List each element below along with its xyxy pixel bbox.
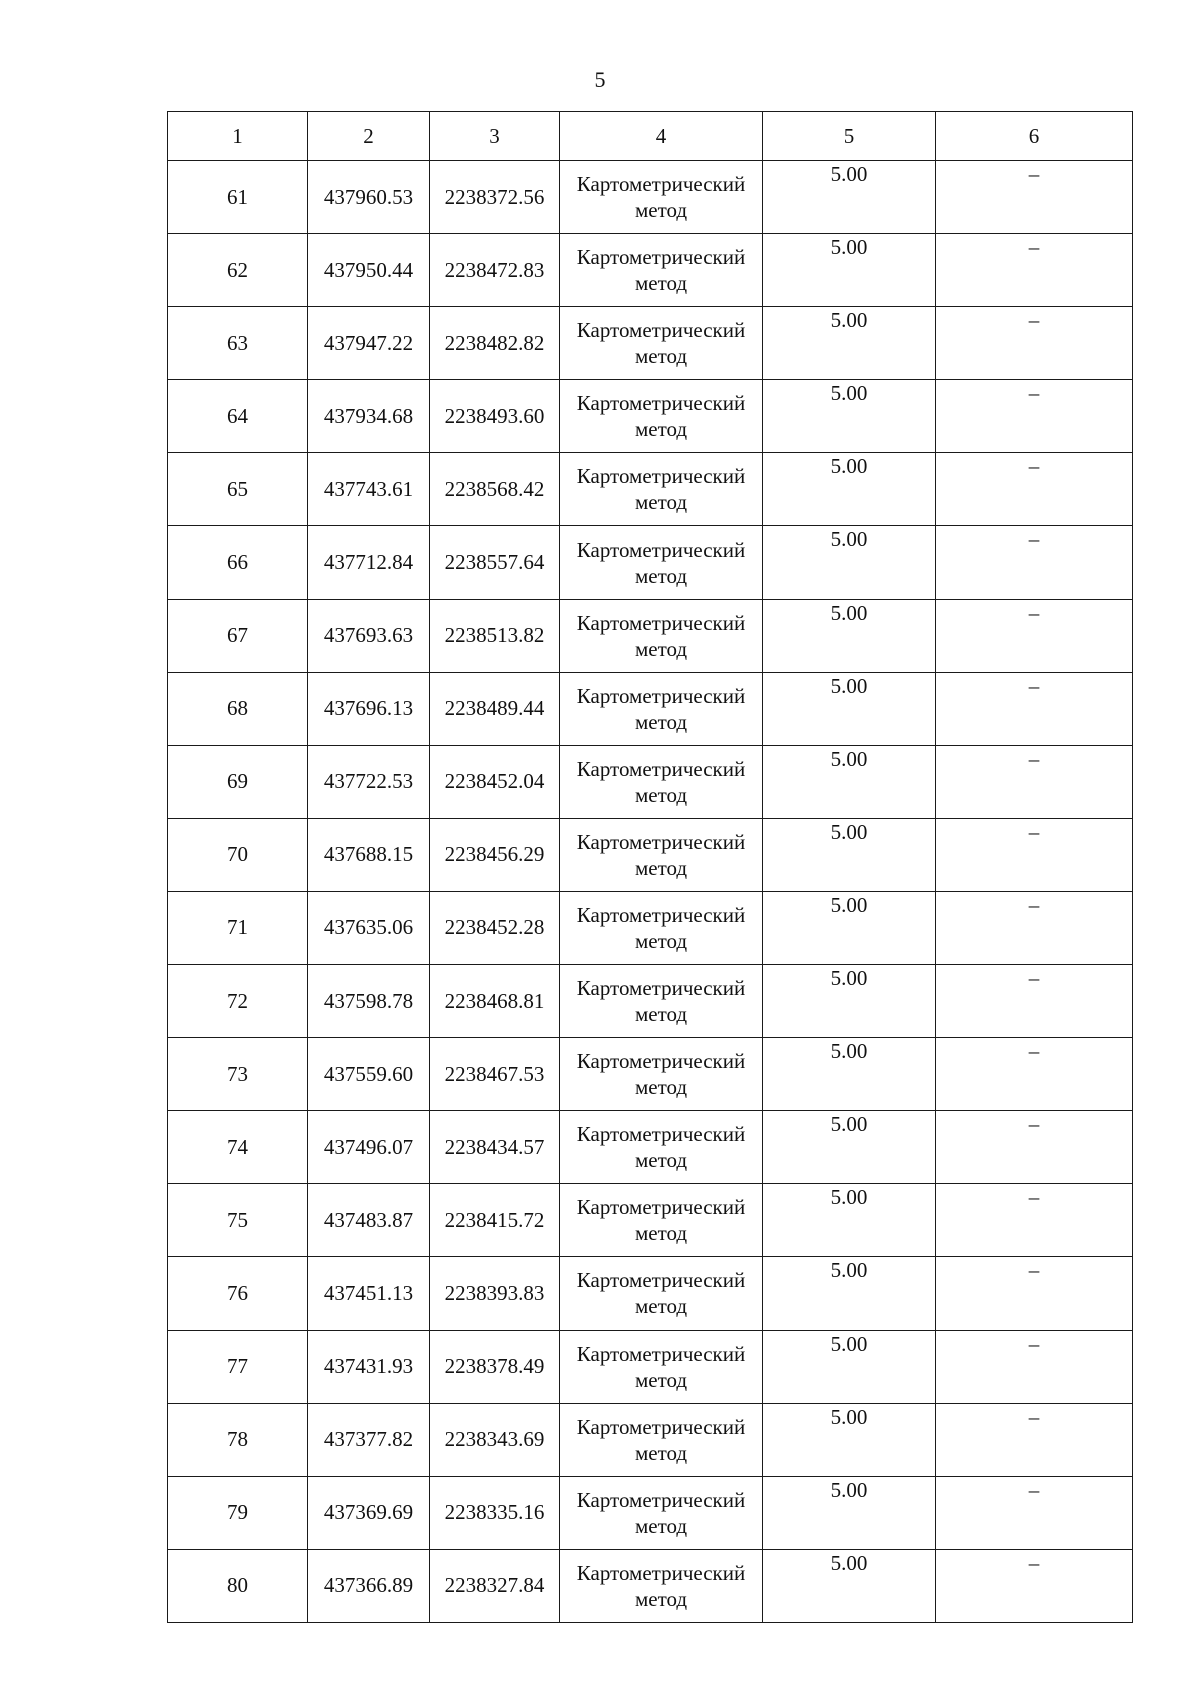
note-cell: – xyxy=(936,745,1133,818)
accuracy-cell: 5.00 xyxy=(763,599,936,672)
table-row xyxy=(168,1111,1133,1184)
point-number-cell: 73 xyxy=(168,1038,308,1111)
point-number-cell: 74 xyxy=(168,1111,308,1184)
method-cell xyxy=(560,745,763,818)
table-row xyxy=(168,818,1133,891)
y-coordinate-cell: 2238482.82 xyxy=(430,307,560,380)
method-line-2: метод xyxy=(634,198,688,223)
y-coordinate-cell: 2238456.29 xyxy=(430,818,560,891)
point-number-cell: 71 xyxy=(168,891,308,964)
x-coordinate-cell: 437451.13 xyxy=(308,1257,430,1330)
table-header-row xyxy=(168,112,1133,161)
table-row xyxy=(168,1038,1133,1111)
method-cell xyxy=(560,1257,763,1330)
method-line-2: метод xyxy=(634,928,688,953)
y-coordinate-cell: 2238493.60 xyxy=(430,380,560,453)
accuracy-cell: 5.00 xyxy=(763,1549,936,1622)
column-header-3: 3 xyxy=(430,112,560,161)
note-cell: – xyxy=(936,1403,1133,1476)
column-header-4: 4 xyxy=(560,112,763,161)
point-number-cell: 75 xyxy=(168,1184,308,1257)
note-cell: – xyxy=(936,1476,1133,1549)
x-coordinate-cell: 437635.06 xyxy=(308,891,430,964)
y-coordinate-cell: 2238513.82 xyxy=(430,599,560,672)
accuracy-cell: 5.00 xyxy=(763,1476,936,1549)
x-coordinate-cell: 437496.07 xyxy=(308,1111,430,1184)
note-cell: – xyxy=(936,234,1133,307)
method-cell xyxy=(560,1330,763,1403)
y-coordinate-cell: 2238415.72 xyxy=(430,1184,560,1257)
method-cell xyxy=(560,965,763,1038)
point-number-cell: 69 xyxy=(168,745,308,818)
y-coordinate-cell: 2238378.49 xyxy=(430,1330,560,1403)
method-cell xyxy=(560,1403,763,1476)
method-line-1: Картометрический xyxy=(576,1414,746,1439)
accuracy-cell: 5.00 xyxy=(763,1330,936,1403)
accuracy-cell: 5.00 xyxy=(763,380,936,453)
point-number-cell: 65 xyxy=(168,453,308,526)
method-cell xyxy=(560,453,763,526)
method-line-1: Картометрический xyxy=(576,1122,746,1147)
accuracy-cell: 5.00 xyxy=(763,453,936,526)
table-row xyxy=(168,965,1133,1038)
y-coordinate-cell: 2238434.57 xyxy=(430,1111,560,1184)
accuracy-cell: 5.00 xyxy=(763,526,936,599)
method-line-1: Картометрический xyxy=(576,683,746,708)
method-line-1: Картометрический xyxy=(576,610,746,635)
method-line-1: Картометрический xyxy=(576,1195,746,1220)
x-coordinate-cell: 437722.53 xyxy=(308,745,430,818)
y-coordinate-cell: 2238327.84 xyxy=(430,1549,560,1622)
point-number-cell: 70 xyxy=(168,818,308,891)
point-number-cell: 79 xyxy=(168,1476,308,1549)
y-coordinate-cell: 2238557.64 xyxy=(430,526,560,599)
table-row xyxy=(168,891,1133,964)
point-number-cell: 64 xyxy=(168,380,308,453)
table-row xyxy=(168,1257,1133,1330)
column-header-2: 2 xyxy=(308,112,430,161)
method-cell xyxy=(560,1549,763,1622)
y-coordinate-cell: 2238372.56 xyxy=(430,161,560,234)
method-cell xyxy=(560,1038,763,1111)
method-cell xyxy=(560,599,763,672)
note-cell: – xyxy=(936,891,1133,964)
table-row xyxy=(168,1476,1133,1549)
x-coordinate-cell: 437950.44 xyxy=(308,234,430,307)
y-coordinate-cell: 2238467.53 xyxy=(430,1038,560,1111)
method-line-2: метод xyxy=(634,709,688,734)
method-line-2: метод xyxy=(634,344,688,369)
method-line-2: метод xyxy=(634,1148,688,1173)
column-header-5: 5 xyxy=(763,112,936,161)
x-coordinate-cell: 437366.89 xyxy=(308,1549,430,1622)
table-row xyxy=(168,1330,1133,1403)
note-cell: – xyxy=(936,672,1133,745)
note-cell: – xyxy=(936,380,1133,453)
method-line-2: метод xyxy=(634,563,688,588)
accuracy-cell: 5.00 xyxy=(763,1403,936,1476)
method-line-1: Картометрический xyxy=(576,464,746,489)
accuracy-cell: 5.00 xyxy=(763,818,936,891)
accuracy-cell: 5.00 xyxy=(763,891,936,964)
x-coordinate-cell: 437947.22 xyxy=(308,307,430,380)
y-coordinate-cell: 2238568.42 xyxy=(430,453,560,526)
method-line-1: Картометрический xyxy=(576,1341,746,1366)
table-row xyxy=(168,234,1133,307)
method-line-2: метод xyxy=(634,1294,688,1319)
method-cell xyxy=(560,526,763,599)
table-row xyxy=(168,1184,1133,1257)
accuracy-cell: 5.00 xyxy=(763,1111,936,1184)
accuracy-cell: 5.00 xyxy=(763,307,936,380)
method-line-2: метод xyxy=(634,1367,688,1392)
note-cell: – xyxy=(936,1111,1133,1184)
table-row xyxy=(168,672,1133,745)
accuracy-cell: 5.00 xyxy=(763,234,936,307)
note-cell: – xyxy=(936,307,1133,380)
method-line-2: метод xyxy=(634,1075,688,1100)
method-line-2: метод xyxy=(634,1513,688,1538)
table-row xyxy=(168,380,1133,453)
table-row xyxy=(168,745,1133,818)
point-number-cell: 80 xyxy=(168,1549,308,1622)
method-line-1: Картометрический xyxy=(576,976,746,1001)
note-cell: – xyxy=(936,1330,1133,1403)
method-cell xyxy=(560,1111,763,1184)
method-line-2: метод xyxy=(634,271,688,296)
method-cell xyxy=(560,1184,763,1257)
y-coordinate-cell: 2238452.28 xyxy=(430,891,560,964)
note-cell: – xyxy=(936,453,1133,526)
method-line-1: Картометрический xyxy=(576,1268,746,1293)
method-cell xyxy=(560,891,763,964)
method-line-1: Картометрический xyxy=(576,537,746,562)
point-number-cell: 68 xyxy=(168,672,308,745)
method-cell xyxy=(560,1476,763,1549)
x-coordinate-cell: 437431.93 xyxy=(308,1330,430,1403)
x-coordinate-cell: 437712.84 xyxy=(308,526,430,599)
note-cell: – xyxy=(936,965,1133,1038)
note-cell: – xyxy=(936,599,1133,672)
method-cell xyxy=(560,380,763,453)
column-header-6: 6 xyxy=(936,112,1133,161)
x-coordinate-cell: 437696.13 xyxy=(308,672,430,745)
table-row xyxy=(168,526,1133,599)
table-row xyxy=(168,307,1133,380)
method-line-2: метод xyxy=(634,490,688,515)
y-coordinate-cell: 2238343.69 xyxy=(430,1403,560,1476)
accuracy-cell: 5.00 xyxy=(763,1038,936,1111)
note-cell: – xyxy=(936,1184,1133,1257)
method-line-1: Картометрический xyxy=(576,756,746,781)
note-cell: – xyxy=(936,1038,1133,1111)
accuracy-cell: 5.00 xyxy=(763,1184,936,1257)
method-line-1: Картометрический xyxy=(576,172,746,197)
method-line-2: метод xyxy=(634,782,688,807)
point-number-cell: 66 xyxy=(168,526,308,599)
point-number-cell: 67 xyxy=(168,599,308,672)
table-row xyxy=(168,599,1133,672)
point-number-cell: 62 xyxy=(168,234,308,307)
method-cell xyxy=(560,672,763,745)
y-coordinate-cell: 2238452.04 xyxy=(430,745,560,818)
y-coordinate-cell: 2238489.44 xyxy=(430,672,560,745)
note-cell: – xyxy=(936,526,1133,599)
method-line-1: Картометрический xyxy=(576,318,746,343)
method-cell xyxy=(560,307,763,380)
point-number-cell: 78 xyxy=(168,1403,308,1476)
x-coordinate-cell: 437377.82 xyxy=(308,1403,430,1476)
y-coordinate-cell: 2238468.81 xyxy=(430,965,560,1038)
accuracy-cell: 5.00 xyxy=(763,672,936,745)
y-coordinate-cell: 2238472.83 xyxy=(430,234,560,307)
table-row xyxy=(168,1403,1133,1476)
point-number-cell: 77 xyxy=(168,1330,308,1403)
method-line-2: метод xyxy=(634,1002,688,1027)
x-coordinate-cell: 437598.78 xyxy=(308,965,430,1038)
accuracy-cell: 5.00 xyxy=(763,161,936,234)
x-coordinate-cell: 437483.87 xyxy=(308,1184,430,1257)
method-line-1: Картометрический xyxy=(576,1487,746,1512)
x-coordinate-cell: 437369.69 xyxy=(308,1476,430,1549)
note-cell: – xyxy=(936,1549,1133,1622)
method-line-2: метод xyxy=(634,417,688,442)
y-coordinate-cell: 2238393.83 xyxy=(430,1257,560,1330)
accuracy-cell: 5.00 xyxy=(763,745,936,818)
x-coordinate-cell: 437934.68 xyxy=(308,380,430,453)
method-line-1: Картометрический xyxy=(576,245,746,270)
method-cell xyxy=(560,234,763,307)
x-coordinate-cell: 437960.53 xyxy=(308,161,430,234)
accuracy-cell: 5.00 xyxy=(763,1257,936,1330)
method-line-2: метод xyxy=(634,1221,688,1246)
method-line-2: метод xyxy=(634,855,688,880)
method-line-1: Картометрический xyxy=(576,391,746,416)
x-coordinate-cell: 437743.61 xyxy=(308,453,430,526)
x-coordinate-cell: 437688.15 xyxy=(308,818,430,891)
method-line-1: Картометрический xyxy=(576,1560,746,1585)
note-cell: – xyxy=(936,818,1133,891)
note-cell: – xyxy=(936,1257,1133,1330)
method-line-1: Картометрический xyxy=(576,902,746,927)
table-row xyxy=(168,453,1133,526)
x-coordinate-cell: 437693.63 xyxy=(308,599,430,672)
method-cell xyxy=(560,818,763,891)
method-line-2: метод xyxy=(634,636,688,661)
table-row xyxy=(168,161,1133,234)
x-coordinate-cell: 437559.60 xyxy=(308,1038,430,1111)
method-line-2: метод xyxy=(634,1440,688,1465)
point-number-cell: 72 xyxy=(168,965,308,1038)
point-number-cell: 61 xyxy=(168,161,308,234)
point-number-cell: 63 xyxy=(168,307,308,380)
method-line-1: Картометрический xyxy=(576,829,746,854)
method-cell xyxy=(560,161,763,234)
page-number: 5 xyxy=(594,67,606,92)
y-coordinate-cell: 2238335.16 xyxy=(430,1476,560,1549)
accuracy-cell: 5.00 xyxy=(763,965,936,1038)
method-line-1: Картометрический xyxy=(576,1049,746,1074)
table-body xyxy=(168,161,1133,1623)
note-cell: – xyxy=(936,161,1133,234)
column-header-1: 1 xyxy=(168,112,308,161)
point-number-cell: 76 xyxy=(168,1257,308,1330)
method-line-2: метод xyxy=(634,1586,688,1611)
coordinates-table xyxy=(167,111,1133,1623)
table-row xyxy=(168,1549,1133,1622)
